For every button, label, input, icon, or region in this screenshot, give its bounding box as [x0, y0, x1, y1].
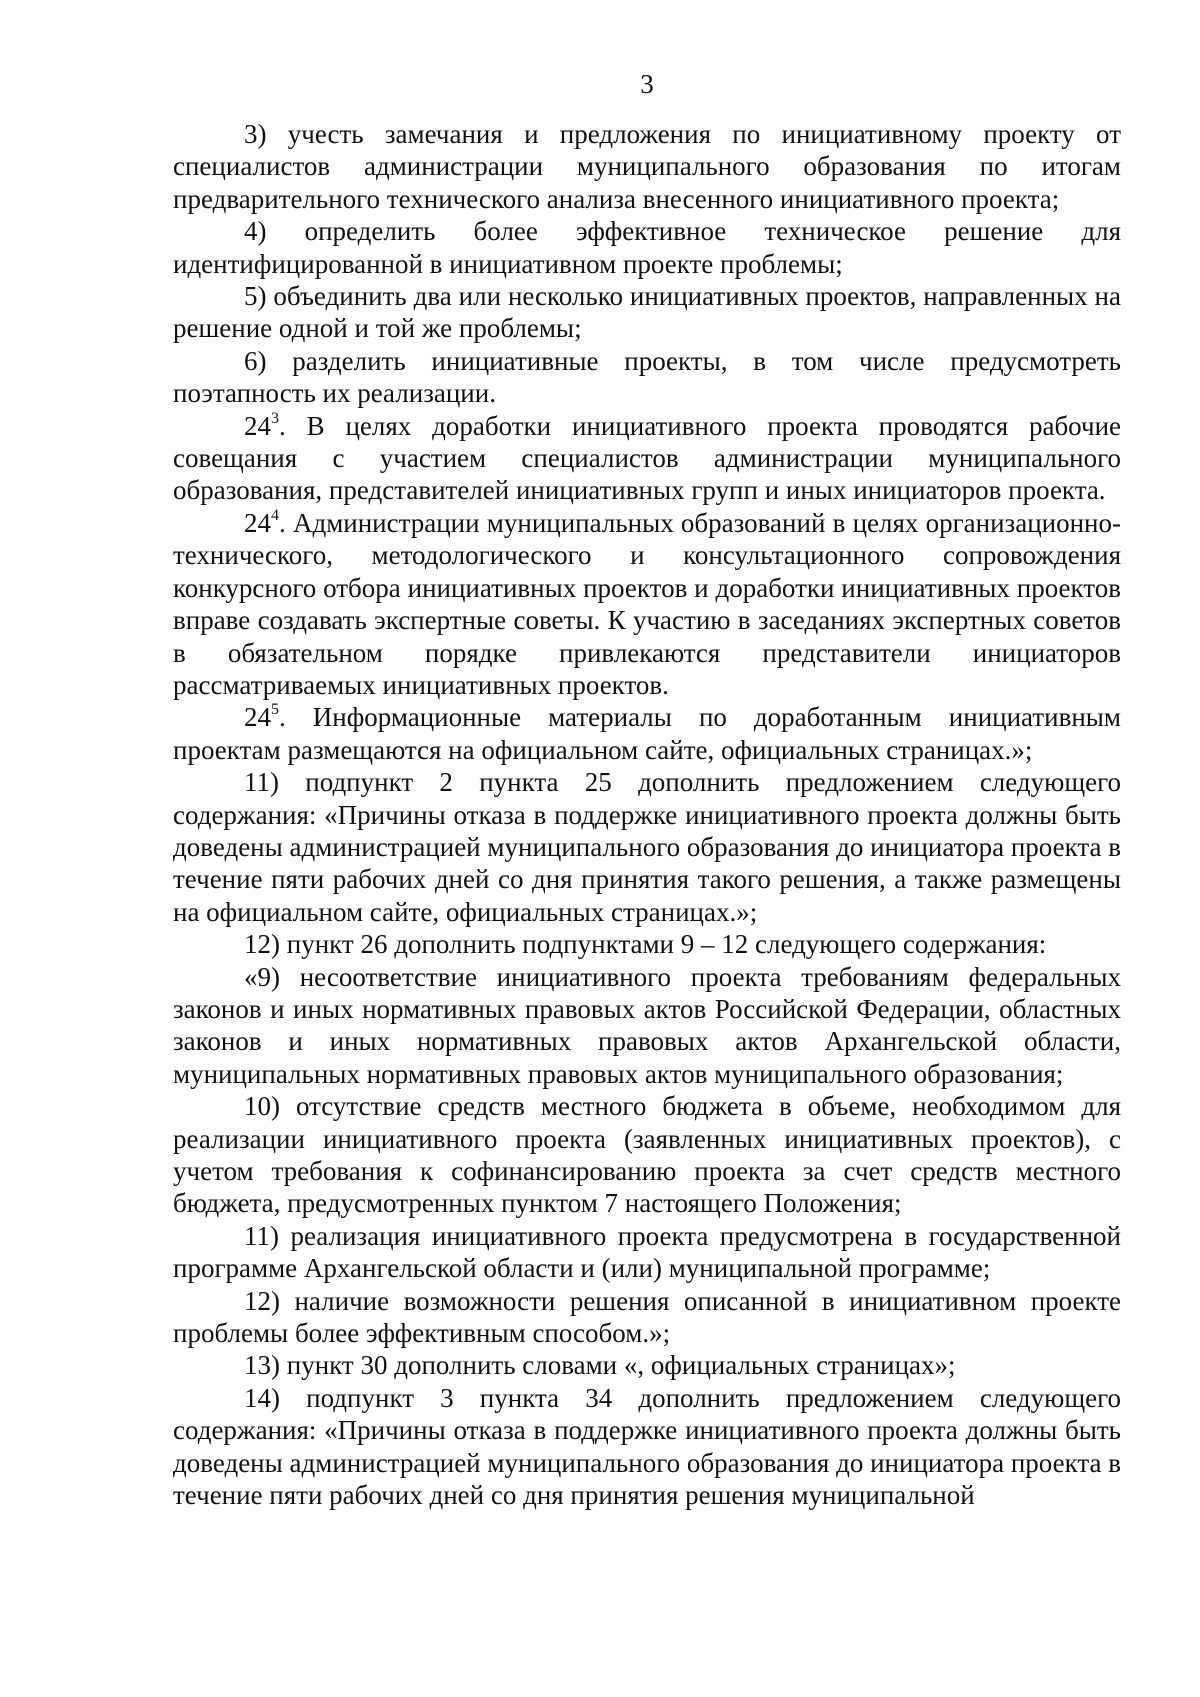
document-body: [173, 118, 1121, 1511]
paragraph-item-11: 11) подпункт 2 пункта 25 дополнить предложением следующего содержания: «Причины отказа в поддержке инициативного проекта должны быть доведены администрацией муниципального образования до инициатора проекта в течение пяти рабочих дней со дня принятия такого решения, а также размещены на официальном сайте, официальных страницах.»;: [173, 767, 1121, 927]
paragraph-subitem-11: 11) реализация инициативного проекта предусмотрена в государственной программе Архангельской области и (или) муниципальной программе;: [173, 1220, 1121, 1284]
clause-number: 24: [244, 410, 271, 441]
clause-number: 24: [244, 702, 271, 733]
paragraph-subitem-10: 10) отсутствие средств местного бюджета в объеме, необходимом для реализации инициативного проекта (заявленных инициативных проектов), с учетом требования к софинансированию проекта за счет средств местного бюджета, предусмотренных пунктом 7 настоящего Положения;: [173, 1091, 1121, 1219]
paragraph-24-4: $24^4$. Администрации муниципальных образований в целях организационно-технического, методологического и консультационного сопровождения конкурсного отбора инициативных проектов и доработки инициативных проектов вправе создавать экспертные советы. К участию в заседаниях экспертных советов в обязательном порядке привлекаются представители инициаторов рассматриваемых инициативных проектов.: [173, 506, 1121, 700]
paragraph-item-12: 12) пункт 26 дополнить подпунктами 9 – 12 следующего содержания:: [244, 929, 1047, 960]
paragraph-item-14: 14) подпункт 3 пункта 34 дополнить предложением следующего содержания: «Причины отказа в поддержке инициативного проекта должны быть доведены администрацией муниципального образования до инициатора проекта в течение пяти рабочих дней со дня принятия решения муниципальной: [173, 1382, 1121, 1511]
paragraph-item-4: 4) определить более эффективное техническое решение для идентифицированной в инициативном проекте проблемы;: [173, 216, 1121, 279]
paragraph-subitem-12: 12) наличие возможности решения описанной в инициативном проекте проблемы более эффективным способом.»;: [173, 1285, 1121, 1349]
page-number: 3: [640, 69, 654, 99]
paragraph-24-3: $24^3$. В целях доработки инициативного проекта проводятся рабочие совещания с участием специалистов администрации муниципального образования, представителей инициативных групп и иных инициаторов проекта.: [173, 409, 1121, 506]
paragraph-item-3: 3) учесть замечания и предложения по инициативному проекту от специалистов администрации муниципального образования по итогам предварительного технического анализа внесенного инициативного проекта;: [173, 119, 1121, 214]
paragraph-item-6: 6) разделить инициативные проекты, в том числе предусмотреть поэтапность их реализации.: [173, 345, 1121, 409]
clause-number: 24: [244, 507, 271, 538]
paragraph-subitem-9: «9) несоответствие инициативного проекта требованиям федеральных законов и иных нормативных правовых актов Российской Федерации, областных законов и иных нормативных правовых актов Архангельской области, муниципальных нормативных правовых актов муниципального образования;: [173, 961, 1121, 1089]
clause-superscript: 4: [271, 506, 279, 524]
clause-superscript: 5: [271, 701, 279, 719]
paragraph-item-5: 5) объединить два или несколько инициативных проектов, направленных на решение одной и той же проблемы;: [173, 281, 1121, 344]
clause-superscript: 3: [271, 409, 279, 427]
paragraph-item-13: 13) пункт 30 дополнить словами «, официальных страницах»;: [244, 1350, 956, 1381]
paragraph-24-5: $24^5$. Информационные материалы по доработанным инициативным проектам размещаются на официальном сайте, официальных страницах.»;: [173, 701, 1121, 765]
